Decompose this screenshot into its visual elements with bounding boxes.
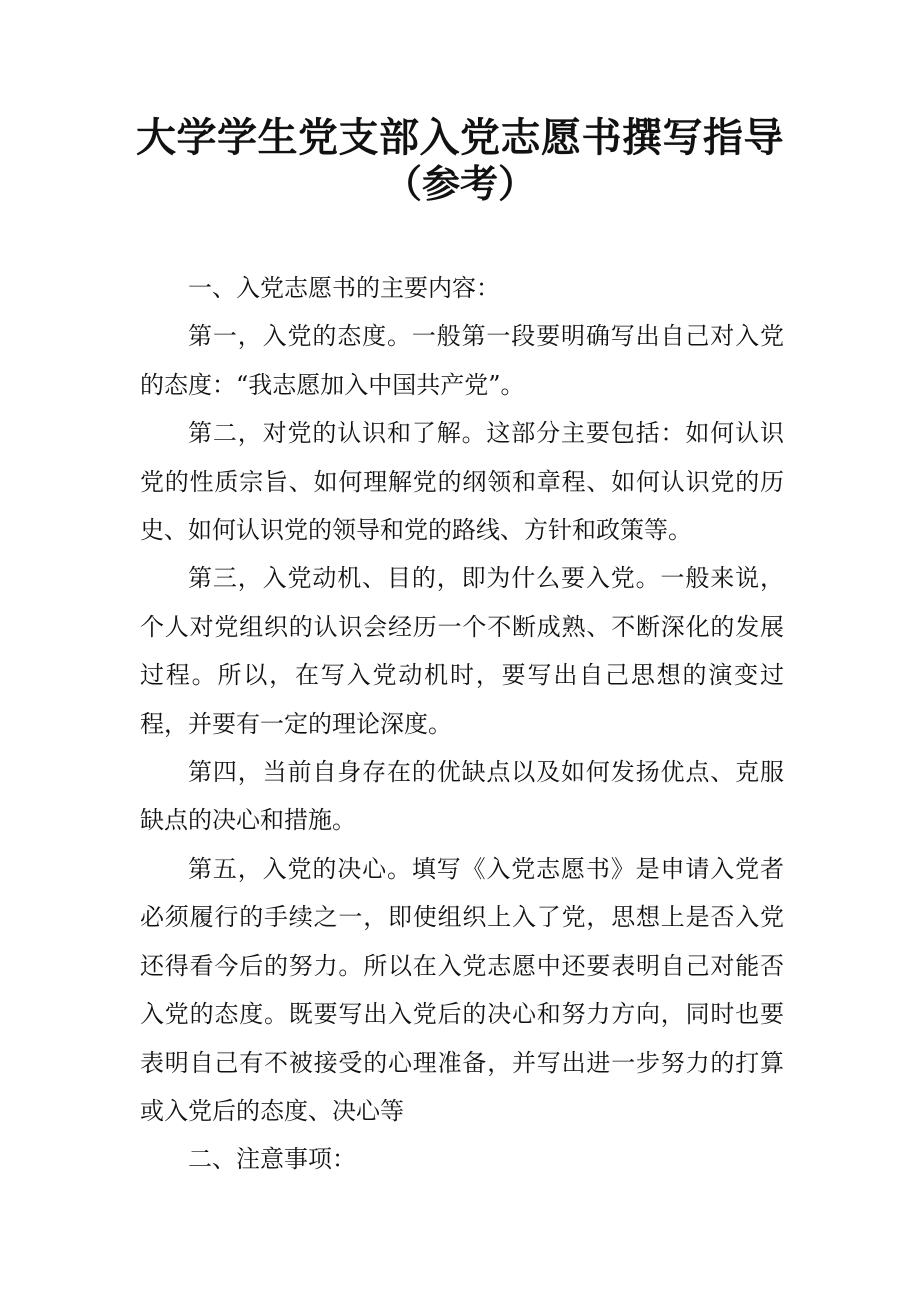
paragraph-third: 第三，入党动机、目的，即为什么要入党。一般来说，个人对党组织的认识会经历一个不断成熟、不断深化的发展过程。所以，在写入党动机时，要写出自己思想的演变过程，并要有一定的理论深度。 — [140, 564, 784, 738]
document-title: 大学学生党支部入党志愿书撰写指导 — [136, 114, 784, 161]
document-subtitle: （参考） — [383, 161, 536, 206]
paragraph-second: 第二，对党的认识和了解。这部分主要包括：如何认识党的性质宗旨、如何理解党的纲领和章程、如何认识党的历史、如何认识党的领导和党的路线、方针和政策等。 — [140, 419, 784, 545]
document-body — [140, 264, 784, 1184]
section-heading-contents: 一、入党志愿书的主要内容： — [188, 274, 500, 302]
paragraph-fourth: 第四，当前自身存在的优缺点以及如何发扬优点、克服缺点的决心和措施。 — [140, 758, 784, 835]
section-heading-notes: 二、注意事项： — [188, 1145, 356, 1174]
paragraph-first: 第一，入党的态度。一般第一段要明确写出自己对入党的态度：“我志愿加入中国共产党”。 — [140, 322, 784, 399]
paragraph-fifth: 第五，入党的决心。填写《入党志愿书》是申请入党者必须履行的手续之一，即使组织上入了党，思想上是否入党还得看今后的努力。所以在入党志愿中还要表明自己对能否入党的态度。既要写出入党后的决心和努力方向，同时也要表明自己有不被接受的心理准备，并写出进一步努力的打算或入党后的态度、决心等 — [140, 854, 784, 1125]
